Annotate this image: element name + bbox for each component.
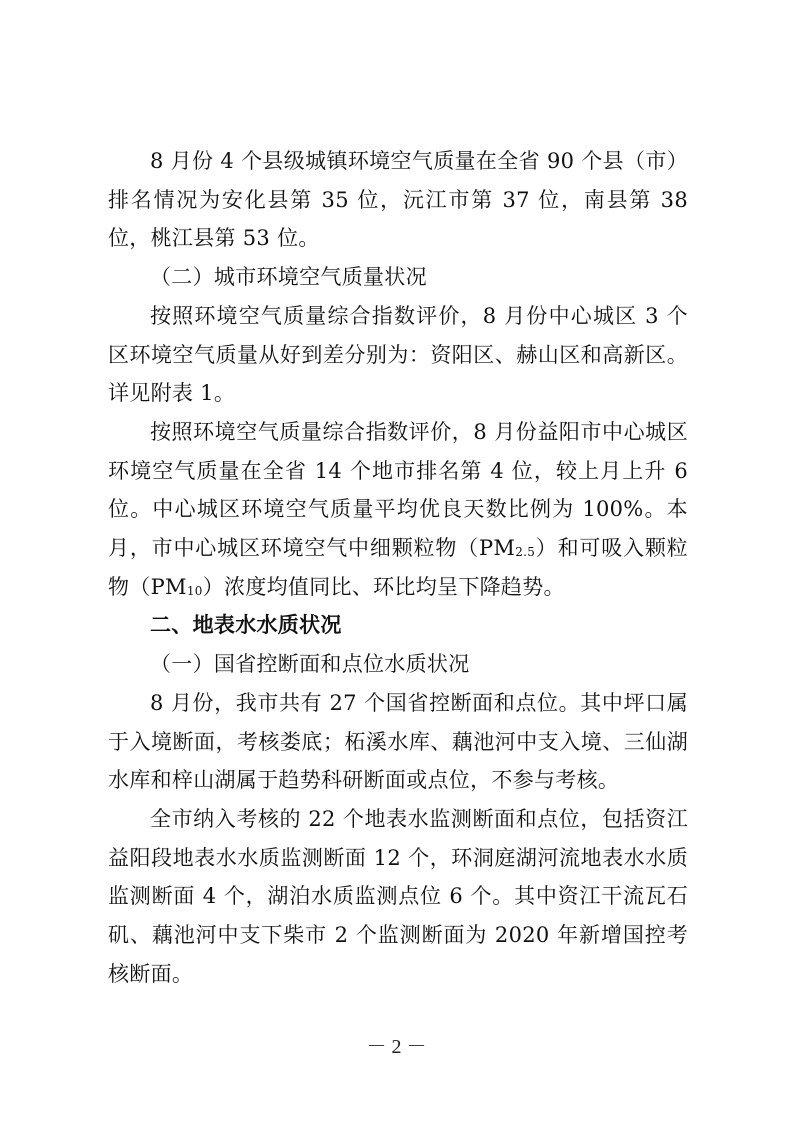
page-number: － 2 － — [366, 1036, 427, 1058]
subscript-pm25: 2.5 — [515, 545, 536, 560]
subscript-pm10: 10 — [186, 583, 203, 598]
paragraph-city-air-ranking — [108, 413, 688, 607]
paragraph-text: 按照环境空气质量综合指数评价，8 月份益阳市中心城区环境空气质量在全省 14 个地市排名第 4 位，较上月上升 6 位。中心城区环境空气质量平均优良天数比例为 100%。本月，市中心城区环境空气中细颗粒物（PM — [108, 419, 688, 561]
document-body — [108, 142, 688, 993]
paragraph-monitoring-sections: 8 月份，我市共有 27 个国省控断面和点位。其中坪口属于入境断面，考核娄底；柘溪水库、藕池河中支入境、三仙湖水库和梓山湖属于趋势科研断面或点位，不参与考核。 — [108, 690, 688, 793]
paragraph-district-air: 按照环境空气质量综合指数评价，8 月份中心城区 3 个区环境空气质量从好到差分别为：资阳区、赫山区和高新区。详见附表 1。 — [108, 303, 688, 406]
section-heading-surface-water: 二、地表水水质状况 — [150, 613, 342, 638]
paragraph-county-ranking: 8 月份 4 个县级城镇环境空气质量在全省 90 个县（市）排名情况为安化县第 35 位，沅江市第 37 位，南县第 38 位，桃江县第 53 位。 — [108, 149, 688, 251]
paragraph-text: ）浓度均值同比、环比均呈下降趋势。 — [202, 574, 565, 599]
paragraph-text: ）和可吸入颗粒物（PM — [108, 536, 688, 599]
section-heading-city-air: （二）城市环境空气质量状况 — [150, 265, 427, 290]
paragraph-assessment-sections: 全市纳入考核的 22 个地表水监测断面和点位，包括资江益阳段地表水水质监测断面 12 个，环洞庭湖河流地表水水质监测断面 4 个，湖泊水质监测点位 6 个。其中资江干流瓦石矶、藕池河中支下柴市 2 个监测断面为 2020 年新增国控考核断面。 — [108, 806, 688, 986]
subsection-heading-monitoring-sections: （一）国省控断面和点位水质状况 — [150, 652, 470, 677]
